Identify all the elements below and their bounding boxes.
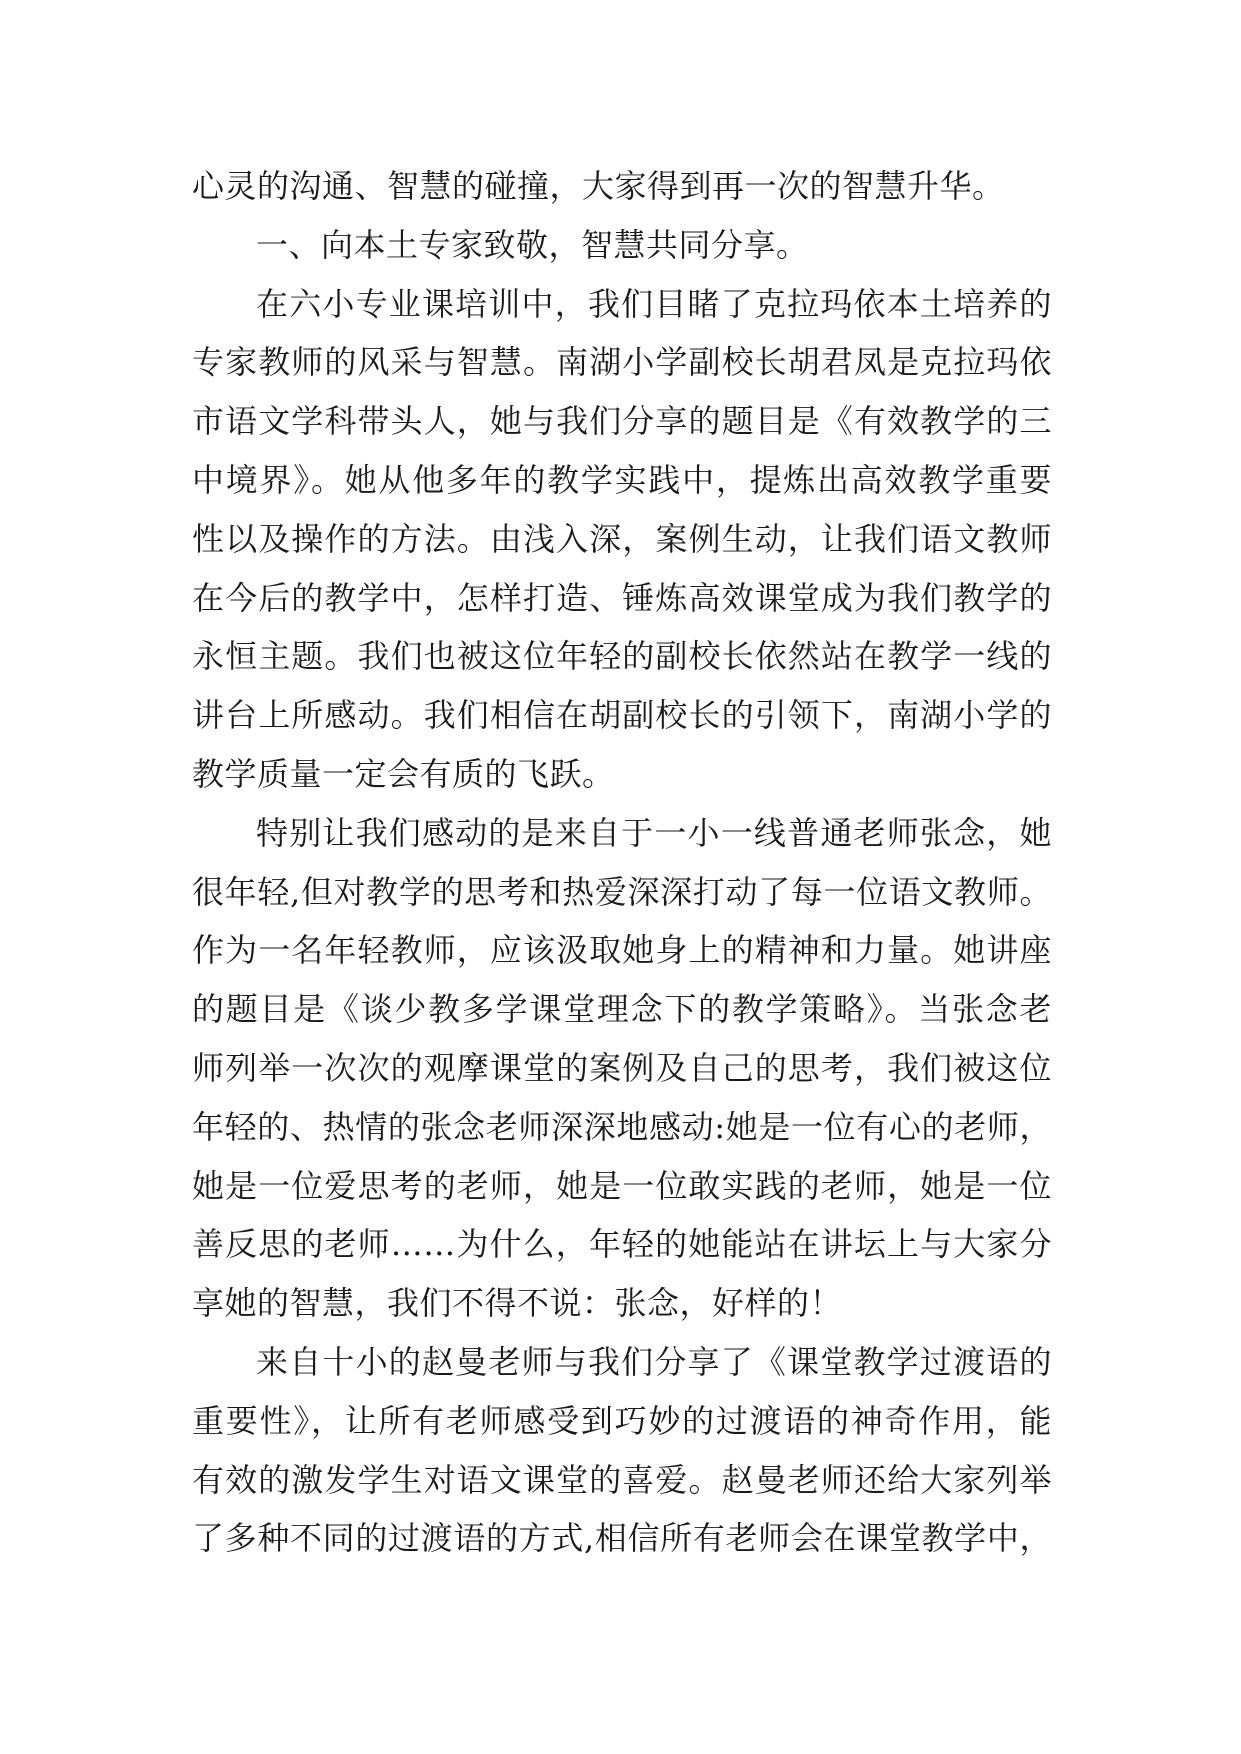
text-line: 心灵的沟通、智慧的碰撞，大家得到再一次的智慧升华。 <box>192 167 1005 205</box>
text-line: 教学质量一定会有质的飞跃。 <box>192 754 615 793</box>
text-line: 她是一位爱思考的老师，她是一位敢实践的老师，她是一位 <box>192 1166 1052 1205</box>
text-line: 讲台上所感动。我们相信在胡副校长的引领下，南湖小学的 <box>192 696 1052 735</box>
text-line: 性以及操作的方法。由浅入深，案例生动，让我们语文教师 <box>192 519 1052 558</box>
text-line: 在六小专业课培训中，我们目睹了克拉玛依本土培养的 <box>256 284 1052 323</box>
text-line: 在今后的教学中，怎样打造、锤炼高效课堂成为我们教学的 <box>192 578 1052 617</box>
text-line: 享她的智慧，我们不得不说：张念，好样的！ <box>192 1284 843 1323</box>
text-line: 来自十小的赵曼老师与我们分享了《课堂教学过渡语的 <box>256 1342 1052 1381</box>
text-line: 专家教师的风采与智慧。南湖小学副校长胡君凤是克拉玛依 <box>192 343 1052 382</box>
text-line: 的题目是《谈少教多学课堂理念下的教学策略》。当张念老 <box>192 990 1052 1029</box>
body-text <box>192 157 1052 1568</box>
text-line: 永恒主题。我们也被这位年轻的副校长依然站在教学一线的 <box>192 637 1052 676</box>
text-line: 重要性》，让所有老师感受到巧妙的过渡语的神奇作用，能 <box>192 1401 1052 1440</box>
text-line: 很年轻,但对教学的思考和热爱深深打动了每一位语文教师。 <box>192 872 1052 911</box>
text-line: 作为一名年轻教师，应该汲取她身上的精神和力量。她讲座 <box>192 931 1052 970</box>
text-line: 中境界》。她从他多年的教学实践中，提炼出高效教学重要 <box>192 460 1052 499</box>
text-line: 师列举一次次的观摩课堂的案例及自己的思考，我们被这位 <box>192 1048 1052 1087</box>
text-line: 善反思的老师……为什么，年轻的她能站在讲坛上与大家分 <box>192 1225 1052 1264</box>
text-line: 市语文学科带头人，她与我们分享的题目是《有效教学的三 <box>192 402 1052 441</box>
section-heading: 一、向本土专家致敬，智慧共同分享。 <box>256 225 809 264</box>
text-line: 了多种不同的过渡语的方式,相信所有老师会在课堂教学中， <box>192 1519 1052 1558</box>
text-line: 有效的激发学生对语文课堂的喜爱。赵曼老师还给大家列举 <box>192 1460 1052 1499</box>
text-line: 年轻的、热情的张念老师深深地感动:她是一位有心的老师， <box>192 1107 1052 1146</box>
text-line: 特别让我们感动的是来自于一小一线普通老师张念，她 <box>256 813 1052 852</box>
